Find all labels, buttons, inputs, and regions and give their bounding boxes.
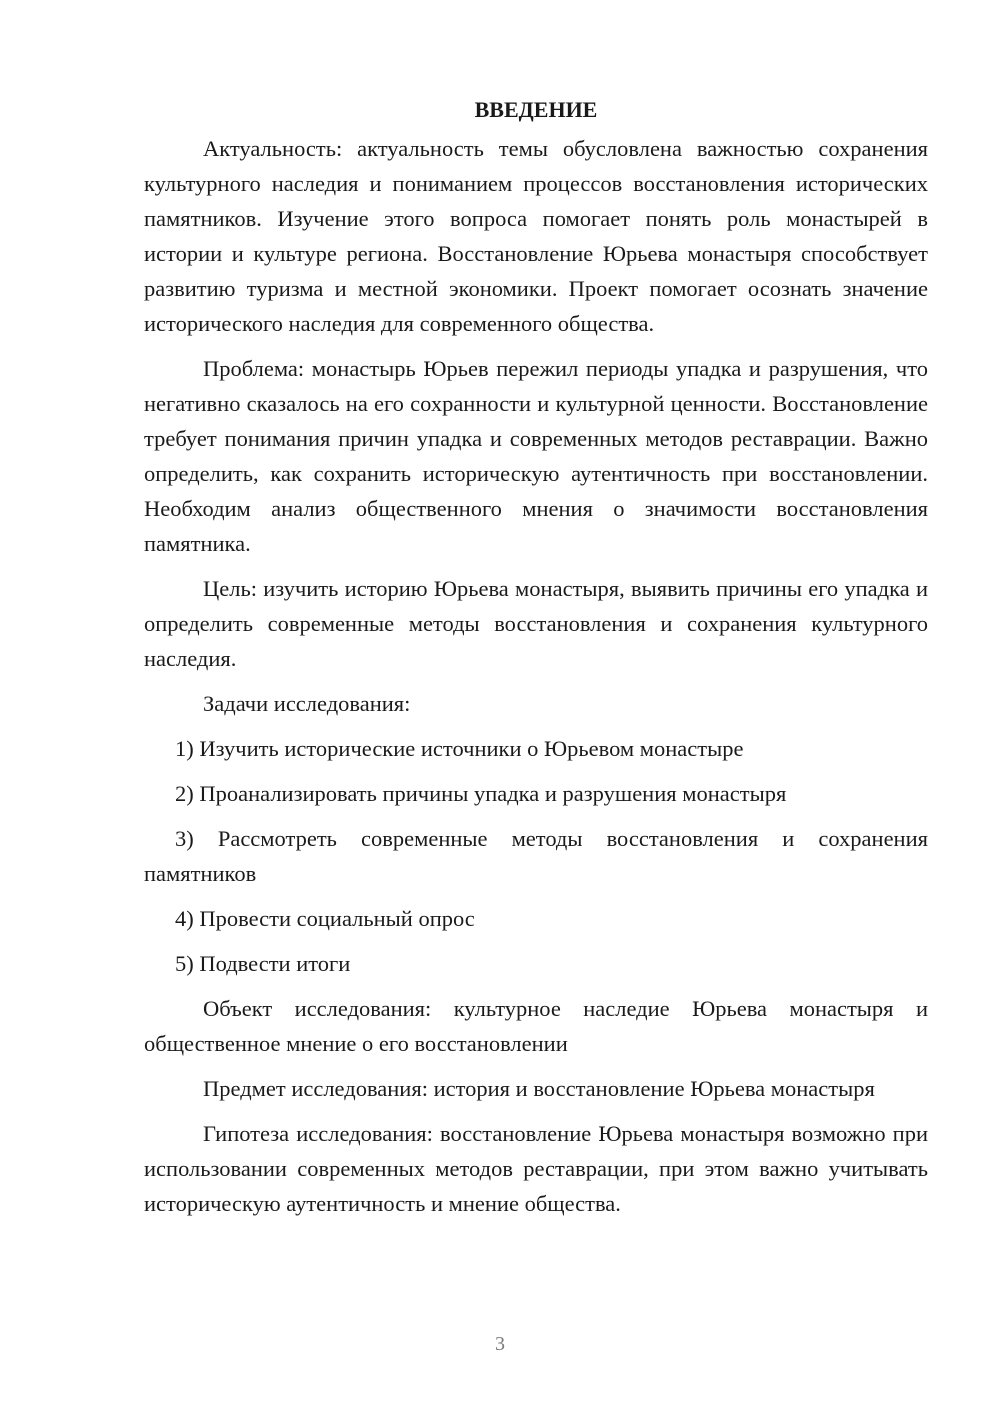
task-item-2: 2) Проанализировать причины упадка и разрушения монастыря xyxy=(175,781,787,806)
document-page xyxy=(144,92,928,1221)
tasks-heading: Задачи исследования: xyxy=(203,691,411,716)
page-number: 3 xyxy=(495,1333,505,1355)
page-title: ВВЕДЕНИЕ xyxy=(474,97,598,122)
relevance-paragraph: Актуальность: актуальность темы обусловлена важностью сохранения культурного наследия и пониманием процессов восстановления исторических памятников. Изучение этого вопроса помогает понять роль монастырей в истории и культуре региона. Восстановление Юрьева монастыря способствует развитию туризма и местной экономики. Проект помогает осознать значение исторического наследия для современного общества. xyxy=(144,136,928,336)
task-item-3: 3) Рассмотреть современные методы восстановления и сохранения памятников xyxy=(144,826,928,886)
problem-paragraph: Проблема: монастырь Юрьев пережил периоды упадка и разрушения, что негативно сказалось на его сохранности и культурной ценности. Восстановление требует понимания причин упадка и современных методов реставрации. Важно определить, как сохранить историческую аутентичность при восстановлении. Необходим анализ общественного мнения о значимости восстановления памятника. xyxy=(144,356,928,556)
task-item-1: 1) Изучить исторические источники о Юрьевом монастыре xyxy=(175,736,744,761)
object-paragraph: Объект исследования: культурное наследие Юрьева монастыря и общественное мнение о его восстановлении xyxy=(144,996,928,1056)
task-item-4: 4) Провести социальный опрос xyxy=(175,906,475,931)
goal-paragraph: Цель: изучить историю Юрьева монастыря, выявить причины его упадка и определить современные методы восстановления и сохранения культурного наследия. xyxy=(144,576,928,671)
subject-paragraph: Предмет исследования: история и восстановление Юрьева монастыря xyxy=(203,1076,875,1101)
task-item-5: 5) Подвести итоги xyxy=(175,951,351,976)
hypothesis-paragraph: Гипотеза исследования: восстановление Юрьева монастыря возможно при использовании современных методов реставрации, при этом важно учитывать историческую аутентичность и мнение общества. xyxy=(144,1121,928,1216)
